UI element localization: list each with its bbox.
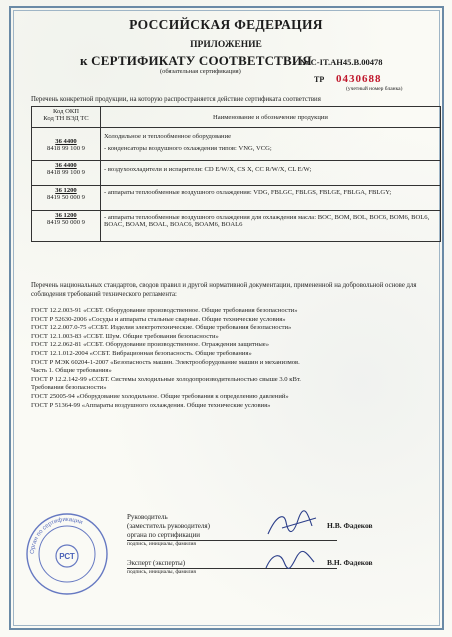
okp-code: 36 4400	[55, 138, 77, 145]
table-row	[32, 211, 441, 242]
certification-stamp	[25, 512, 109, 596]
table-row	[32, 128, 441, 161]
head-signature-sub: подпись, инициалы, фамилия	[127, 541, 196, 547]
expert-signature-sub: подпись, инициалы, фамилия	[127, 569, 196, 575]
standard-item: Часть 1. Общие требования»	[31, 367, 112, 375]
head-label-1: Руководитель	[127, 513, 168, 521]
standard-item: ГОСТ 12.2.062-81 «ССБТ. Оборудование производственное. Ограждения защитные»	[31, 341, 269, 349]
tnved-code: 8418 99 100 9	[47, 169, 85, 176]
standard-item: ГОСТ Р 52630-2006 «Сосуды и аппараты стальные сварные. Общие технические условия»	[31, 315, 286, 323]
standard-item: ГОСТ 12.2.003-91 «ССБТ. Оборудование производственное. Общие требования безопасности»	[31, 307, 298, 314]
standard-item: ГОСТ Р МЭК 60204-1-2007 «Безопасность машин. Электрооборудование машин и механизмов.	[31, 358, 300, 366]
table-row	[32, 161, 441, 186]
standards-list	[31, 307, 301, 410]
tnved-header: Код ТН ВЭД ТС	[43, 115, 89, 122]
stamp-ring-text: Орган по сертификации	[29, 516, 84, 555]
product-description: - аппараты теплообменные воздушного охлаждения: VDG, FBLGC, FBLGS, FBLGE, FBLGA, FBLGY;	[104, 189, 392, 196]
head-signature	[262, 508, 322, 540]
code-column-header	[32, 107, 101, 128]
table-header-row	[32, 107, 441, 128]
table-row	[32, 186, 441, 211]
head-label-2: (заместитель руководителя)	[127, 522, 210, 530]
product-description: - аппараты теплообменные воздушного охлаждения для охлаждения масла: BOC, BOM, BOL, BOC6, BOM6, BOL6, BOAC, BOAM, BOAL, BOAC6, BOAM6, BOAL6	[104, 214, 430, 228]
standard-item: ГОСТ 12.2.007.0-75 «ССБТ. Изделия электротехнические. Общие требования безопасности»	[31, 324, 292, 332]
standard-item: Требования безопасности»	[31, 384, 107, 392]
expert-signature	[262, 548, 322, 574]
certificate-number: № C-IT.AH45.B.00478	[300, 57, 383, 67]
standards-intro: Перечень национальных стандартов, сводов правил и другой нормативной документации, примененной на добровольной основе для соблюдения требований технического регламента:	[31, 282, 417, 298]
standard-item: ГОСТ Р 51364-99 «Аппараты воздушного охлаждения. Общие технические условия»	[31, 401, 271, 409]
certificate-title: к СЕРТИФИКАТУ СООТВЕТСТВИЯ	[80, 53, 312, 68]
tr-label: ТР	[314, 75, 325, 84]
okp-code: 36 4400	[55, 162, 77, 169]
name-column-header: Наименование и обозначение продукции	[101, 107, 441, 128]
blank-serial-number: 0430688	[336, 73, 382, 85]
standard-item: ГОСТ 12.1.003-83 «ССБТ. Шум. Общие требования безопасности»	[31, 332, 219, 340]
country-title: РОССИЙСКАЯ ФЕДЕРАЦИЯ	[129, 17, 323, 32]
head-name: Н.В. Фадеков	[327, 521, 373, 530]
product-table	[31, 106, 441, 242]
appendix-title: ПРИЛОЖЕНИЕ	[190, 40, 262, 50]
product-description: - конденсаторы воздушного охлаждения типов: VNG, VCG;	[104, 145, 272, 152]
standard-item: ГОСТ 25005-94 «Оборудование холодильное. Общие требования к определению давлений»	[31, 392, 289, 400]
okp-code: 36 1200	[55, 187, 77, 194]
tnved-code: 8419 50 000 9	[47, 219, 85, 226]
expert-name: В.Н. Фадеков	[327, 558, 373, 567]
product-list-heading: Перечень конкретной продукции, на которую распространяется действие сертификата соответствия	[31, 96, 321, 103]
tnved-code: 8418 99 100 9	[47, 145, 85, 152]
tnved-code: 8419 50 000 9	[47, 194, 85, 201]
stamp-center-text: РСТ	[59, 552, 75, 561]
head-label-3: органа по сертификации	[127, 531, 201, 539]
standard-item: ГОСТ 12.1.012-2004 «ССБТ. Вибрационная безопасность. Общие требования»	[31, 349, 252, 357]
standard-item: ГОСТ Р 12.2.142-99 «ССБТ. Системы холодильные холодопроизводительностью свыше 3.0 кВт.	[31, 375, 301, 383]
expert-label: Эксперт (эксперты)	[127, 559, 186, 567]
okp-header: Код ОКП	[52, 108, 80, 115]
mandatory-note: (обязательная сертификация)	[160, 68, 241, 75]
product-description: - воздухоохладители и испарители: CD E/W/X, CS X, CC R/W/X, CL E/W;	[104, 166, 312, 173]
okp-code: 36 1200	[55, 212, 77, 219]
group-title: Холодильное и теплообменное оборудование	[104, 133, 232, 140]
serial-note: (учетный номер бланка)	[346, 86, 403, 92]
